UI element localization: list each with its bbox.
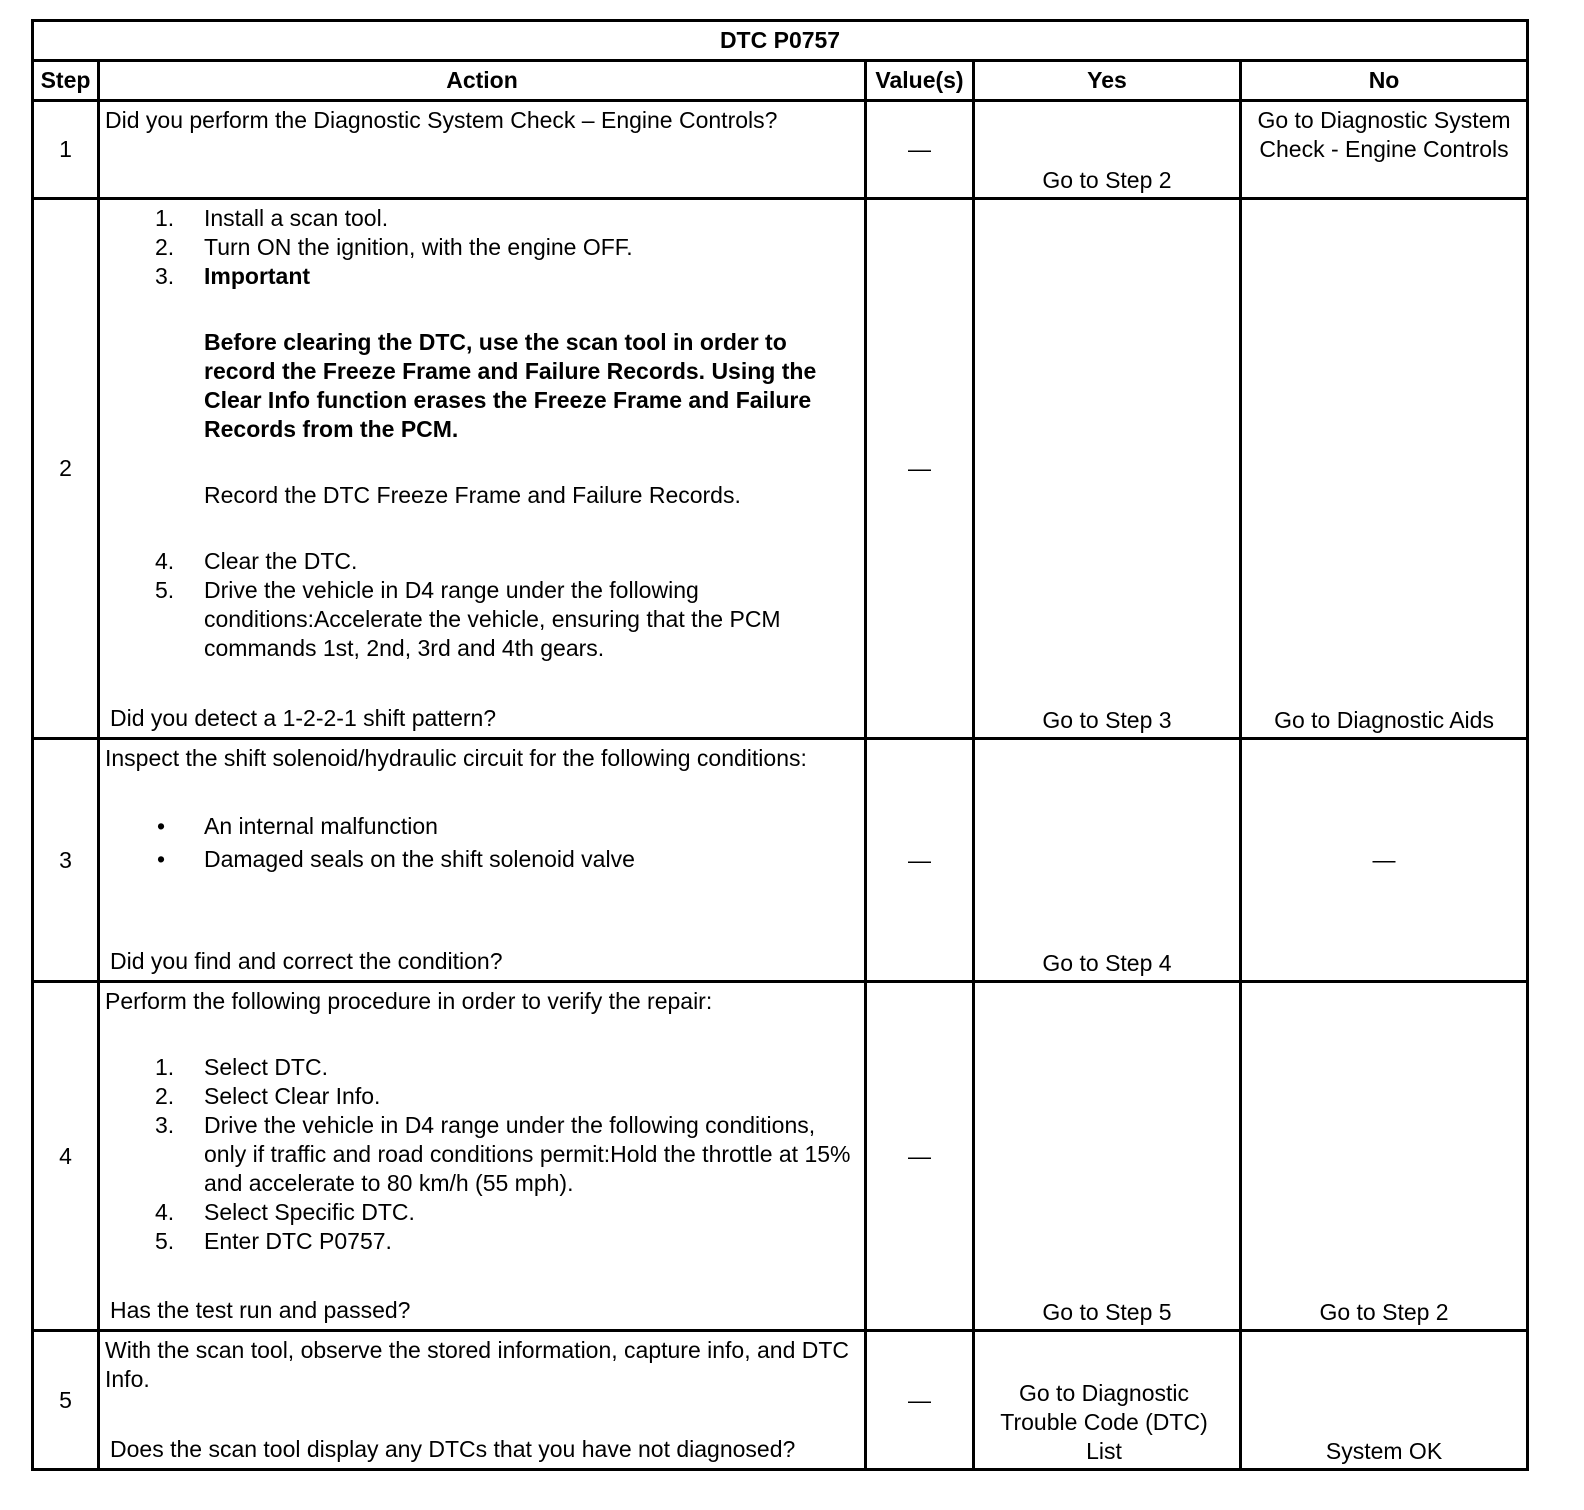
step-number: 3 <box>33 739 99 982</box>
procedure-list <box>105 1053 860 1256</box>
table-row <box>33 101 1528 199</box>
intro-text: Inspect the shift solenoid/hydraulic circuit for the following conditions: <box>105 745 807 771</box>
list-item: 4. Select Specific DTC. <box>155 1199 415 1225</box>
no-cell <box>1241 739 1528 982</box>
yes-link[interactable]: Go to Step 3 <box>1042 707 1172 733</box>
no-value: — <box>1372 846 1396 873</box>
intro-text: Perform the following procedure in order to verify the repair: <box>105 988 713 1014</box>
yes-link[interactable]: Go to Diagnostic Trouble Code (DTC) List <box>1000 1380 1208 1464</box>
step-number: 4 <box>33 982 99 1331</box>
value-cell: — <box>866 101 974 199</box>
list-item: 4. Clear the DTC. <box>155 548 358 574</box>
question-text: Did you detect a 1-2-2-1 shift pattern? <box>110 705 497 731</box>
header-row <box>33 61 1528 101</box>
no-cell <box>1241 199 1528 739</box>
list-item: • An internal malfunction <box>157 813 438 839</box>
yes-cell <box>974 101 1241 199</box>
table-row <box>33 1331 1528 1470</box>
no-value: System OK <box>1325 1438 1443 1464</box>
yes-link[interactable]: Go to Step 4 <box>1042 950 1172 976</box>
value-cell: — <box>866 739 974 982</box>
step-number: 1 <box>33 101 99 199</box>
list-item: 2. Select Clear Info. <box>155 1083 381 1109</box>
dtc-document <box>31 19 1526 1471</box>
intro-text: With the scan tool, observe the stored information, capture info, and DTC Info. <box>105 1337 850 1392</box>
yes-cell <box>974 739 1241 982</box>
no-cell <box>1241 101 1528 199</box>
header-no: No <box>1241 61 1528 101</box>
table-title: DTC P0757 <box>33 21 1528 61</box>
list-item: 1. Install a scan tool. <box>155 205 389 231</box>
table-row <box>33 982 1528 1331</box>
action-cell <box>99 101 866 199</box>
list-item: 5. Enter DTC P0757. <box>155 1228 392 1254</box>
header-action: Action <box>99 61 866 101</box>
no-link[interactable]: Go to Diagnostic System Check - Engine Controls <box>1257 107 1511 162</box>
yes-cell <box>974 982 1241 1331</box>
yes-link[interactable]: Go to Step 2 <box>1042 167 1172 193</box>
value-cell: — <box>866 199 974 739</box>
list-item: 3. Important <box>155 263 311 289</box>
dtc-table <box>31 19 1529 1471</box>
list-item: 5. Drive the vehicle in D4 range under the following conditions:Accelerate the vehicle, ensuring that the PCM commands 1st, 2nd, 3rd and 4th gears. <box>155 577 781 661</box>
procedure-list <box>105 547 860 663</box>
no-cell <box>1241 1331 1528 1470</box>
table-row <box>33 199 1528 739</box>
question-text: Has the test run and passed? <box>110 1297 411 1323</box>
header-step: Step <box>33 61 99 101</box>
no-link[interactable]: Go to Diagnostic Aids <box>1274 707 1494 733</box>
procedure-list <box>105 204 860 291</box>
table-row <box>33 739 1528 982</box>
no-cell <box>1241 982 1528 1331</box>
action-cell <box>99 199 866 739</box>
action-cell <box>99 739 866 982</box>
list-item: 3. Drive the vehicle in D4 range under the following conditions, only if traffic and road conditions permit:Hold the throttle at 15% and accelerate to 80 km/h (55 mph). <box>155 1112 851 1196</box>
condition-list <box>105 810 860 876</box>
step-number: 2 <box>33 199 99 739</box>
header-yes: Yes <box>974 61 1241 101</box>
yes-cell <box>974 199 1241 739</box>
list-item: 2. Turn ON the ignition, with the engine OFF. <box>155 234 633 260</box>
question-text: Did you find and correct the condition? <box>110 948 503 974</box>
record-instruction: Record the DTC Freeze Frame and Failure Records. <box>204 482 741 508</box>
list-item: 1. Select DTC. <box>155 1054 328 1080</box>
action-text: Did you perform the Diagnostic System Check – Engine Controls? <box>105 107 778 133</box>
value-cell: — <box>866 1331 974 1470</box>
yes-link[interactable]: Go to Step 5 <box>1042 1299 1172 1325</box>
no-link[interactable]: Go to Step 2 <box>1319 1299 1449 1325</box>
yes-cell <box>974 1331 1241 1470</box>
list-item: • Damaged seals on the shift solenoid valve <box>157 846 635 872</box>
important-note: Before clearing the DTC, use the scan tool in order to record the Freeze Frame and Failure Records. Using the Clear Info function erases the Freeze Frame and Failure Records from the PCM. <box>204 329 817 442</box>
question-text: Does the scan tool display any DTCs that you have not diagnosed? <box>110 1436 796 1462</box>
value-cell: — <box>866 982 974 1331</box>
step-number: 5 <box>33 1331 99 1470</box>
header-values: Value(s) <box>866 61 974 101</box>
action-cell <box>99 1331 866 1470</box>
action-cell <box>99 982 866 1331</box>
